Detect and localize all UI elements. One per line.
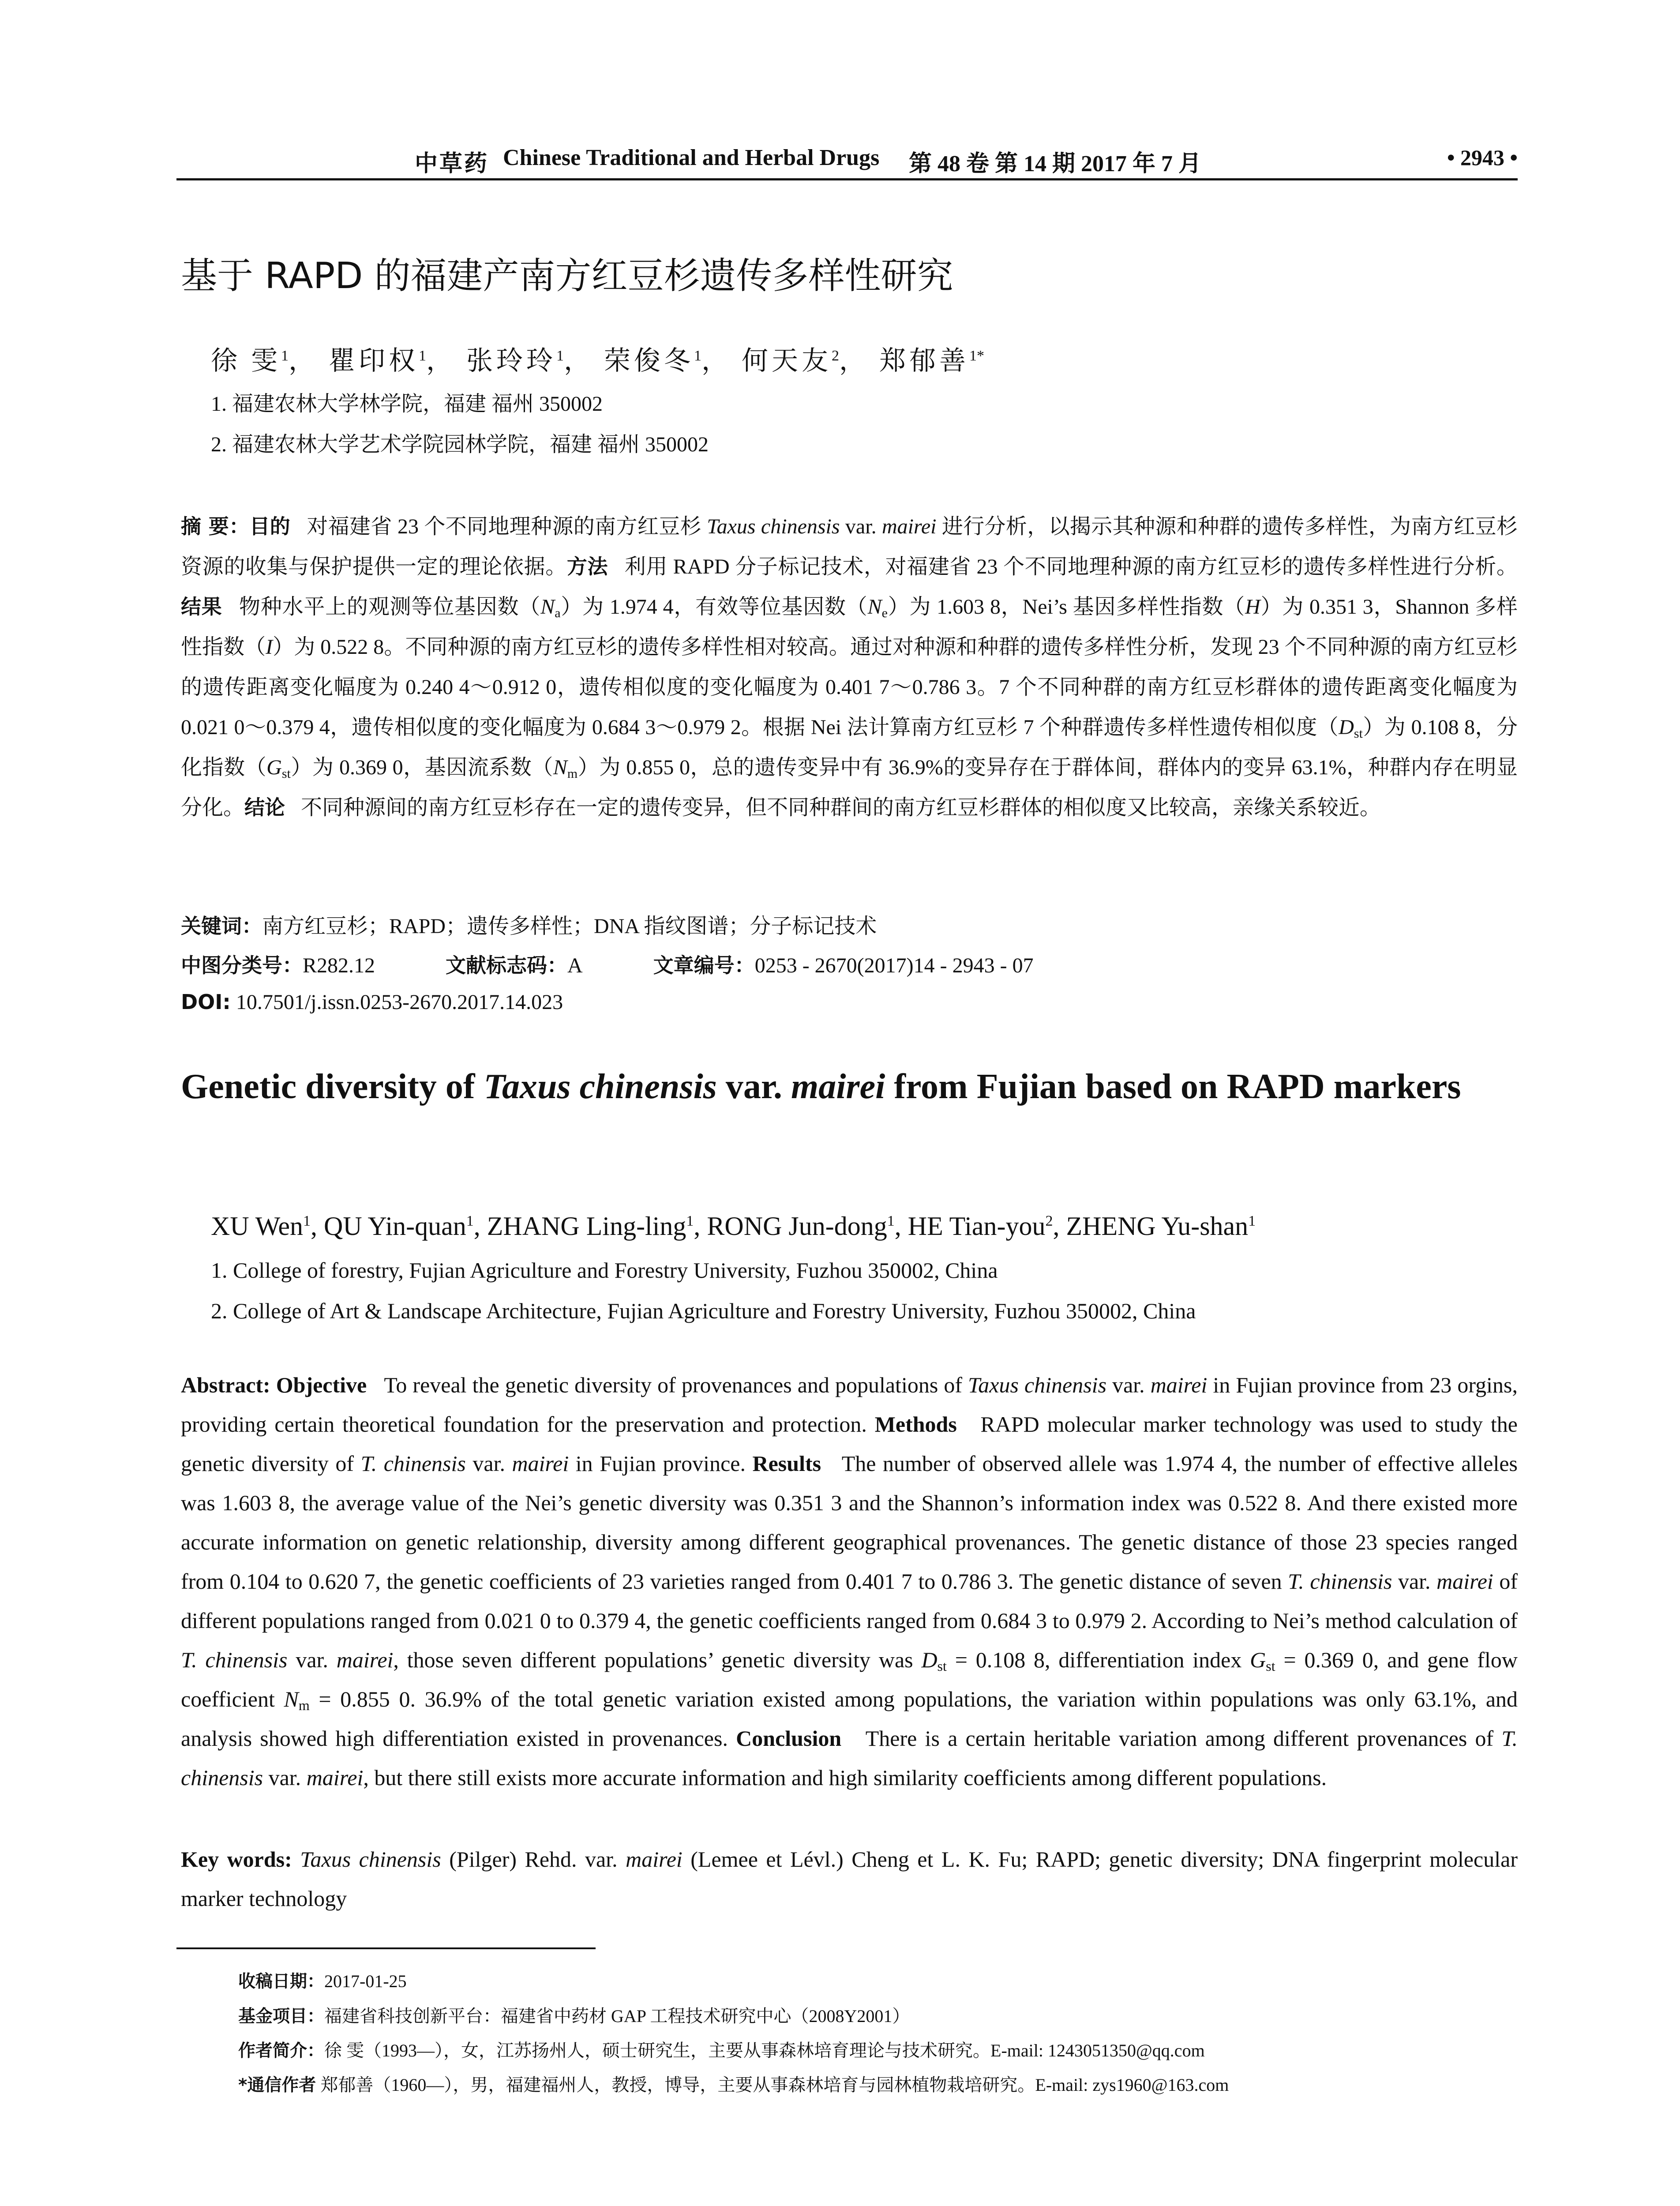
journal-name-en: Chinese Traditional and Herbal Drugs (503, 145, 880, 170)
author-name: 张玲玲 (466, 346, 556, 375)
classification-line: 中图分类号：R282.12 文献标志码：A 文章编号：0253 - 2670(2017)14 - 2943 - 07 (181, 953, 1034, 977)
abstract-label: 摘 要： (181, 514, 250, 538)
affiliation-cn: 1. 福建农林大学林学院，福建 福州 350002 (211, 392, 603, 416)
issue-info: 第 48 卷 第 14 期 2017 年 7 月 (909, 151, 1202, 176)
conclusion-label: Conclusion (736, 1726, 842, 1751)
author-affiliation-mark: 1 (281, 348, 289, 364)
running-header (176, 141, 1518, 181)
article-title-en: Genetic diversity of Taxus chinensis var. mairei from Fujian based on RAPD markers (181, 1067, 1461, 1106)
page-number: • 2943 • (1447, 145, 1518, 170)
author-name: 荣俊冬 (604, 346, 694, 375)
abstract-cn: 摘 要：目的 对福建省 23 个不同地理种源的南方红豆杉 Taxus chinensis var. mairei 进行分析，以揭示其种源和种群的遗传多样性，为南方红豆杉资源的收集与保护提供一定的理论依据。方法 利用 RAPD 分子标记技术，对福建省 23 个不同地理种源的南方红豆杉的遗传多样性进行分析。结果 物种水平上的观测等位基因数$(N_a)$为 1.974 4，有效等位基因数$(N_e)$为 1.603 8，Nei’s 基因多样性指数（H）为 0.351 3，Shannon 多样性指数（I）为 0.522 8。不同种源的南方红豆杉的遗传多样性相对较高。通过对种源和种群的遗传多样性分析，发现 23 个不同种源的南方红豆杉的遗传距离变化幅度为 0.240 4～0.912 0，遗传相似度的变化幅度为 0.401 7～0.786 3。7 个不同种群的南方红豆杉群体的遗传距离变化幅度为 0.021 0～0.379 4，遗传相似度的变化幅度为 0.684 3～0.979 2。根据 Nei 法计算南方红豆杉 7 个种群遗传多样性遗传相似度$(D_{st})$为 0.108 8，分化指数$(G_{st})$为 0.369 0，基因流系数$(N_m)$为 0.855 0，总的遗传变异中有 36.9%的变异存在于群体间，群体内的变异 63.1%，种群内存在明显分化。结论 不同种源间的南方红豆杉存在一定的遗传变异，但不同种群间的南方红豆杉群体的相似度又比较高，亲缘关系较近。 (181, 514, 1518, 819)
author-name: ZHENG Yu-shan (1066, 1212, 1249, 1241)
author-affiliation-mark: 1 (694, 348, 701, 364)
footnote-corresponding: *通信作者 郑郁善（1960—），男，福建福州人，教授，博导，主要从事森林培育与园林植物栽培研究。E-mail: zys1960@163.com (238, 2075, 1229, 2095)
footnote-received: 收稿日期：2017-01-25 (238, 1971, 407, 1992)
affiliation-en: 2. College of Art & Landscape Architecture, Fujian Agriculture and Forestry University, Fuzhou 350002, China (211, 1298, 1196, 1323)
author-name: 何天友 (742, 346, 832, 375)
abstract-en: Abstract: Objective To reveal the genetic diversity of provenances and populations of Taxus chinensis var. mairei in Fujian province from 23 orgins, providing certain theoretical foundation for the preservation and protection. Methods RAPD molecular marker technology was used to study the genetic diversity of T. chinensis var. mairei in Fujian province. Results The number of observed allele was 1.974 4, the number of effective alleles was 1.603 8, the average value of the Nei’s genetic diversity was 0.351 3 and the Shannon’s information index was 0.522 8. And there existed more accurate information on genetic relationship, diversity among different geographical provenances. The genetic distance of those 23 species ranged from 0.104 to 0.620 7, the genetic coefficients of 23 varieties ranged from 0.401 7 to 0.786 3. The genetic distance of seven T. chinensis var. mairei of different populations ranged from 0.021 0 to 0.379 4, the genetic coefficients ranged from 0.684 3 to 0.979 2. According to Nei’s method calculation of T. chinensis var. mairei, those seven different populations’ genetic diversity was $D_{st} = 0.108$ 8, differentiation index $G_{st} = 0.369$ 0, and gene flow coefficient $N_m = 0.855$ 0. 36.9% of the total genetic variation existed among populations, the variation within populations was only 63.1%, and analysis showed high differentiation existed in provenances. Conclusion There is a certain heritable variation among different provenances of T. chinensis var. mairei, but there still exists more accurate information and high similarity coefficients among different populations. (181, 1373, 1518, 1790)
author-affiliation-mark: 1 (419, 348, 426, 364)
results-label: Results (752, 1451, 821, 1476)
conclusion-label: 结论 (244, 795, 285, 819)
author-name: HE Tian-you (908, 1212, 1046, 1241)
results-label: 结果 (181, 595, 222, 619)
author-name: 徐 雯 (211, 346, 281, 375)
affiliation-cn: 2. 福建农林大学艺术学院园林学院，福建 福州 350002 (211, 433, 709, 456)
footnote-rule (176, 1947, 596, 1949)
author-name: XU Wen (211, 1212, 304, 1241)
keywords-label: 关键词： (181, 914, 262, 938)
methods-label: 方法 (566, 555, 608, 578)
author-name: QU Yin-quan (324, 1212, 466, 1241)
footnote-funding: 基金项目：福建省科技创新平台：福建省中药材 GAP 工程技术研究中心（2008Y2001） (238, 2006, 910, 2026)
footnote-author-bio: 作者简介：徐 雯（1993—），女，江苏扬州人，硕士研究生，主要从事森林培育理论与技术研究。E-mail: 1243051350@qq.com (238, 2041, 1205, 2061)
author-name: ZHANG Ling-ling (487, 1212, 686, 1241)
header-rule (176, 178, 1518, 180)
keywords-text: 南方红豆杉；RAPD；遗传多样性；DNA 指纹图谱；分子标记技术 (262, 915, 877, 938)
methods-label: Methods (874, 1412, 957, 1437)
author-name: 郑郁善 (879, 346, 969, 375)
doi-value: 10.7501/j.issn.0253-2670.2017.14.023 (236, 990, 563, 1014)
author-name: RONG Jun-dong (707, 1212, 887, 1241)
doi-line (181, 990, 563, 1014)
author-affiliation-mark: 2 (832, 348, 839, 364)
abstract-objective-label: Abstract: Objective (181, 1373, 367, 1397)
keywords-cn (181, 909, 877, 939)
doi-label: DOI: (181, 990, 231, 1014)
authors-en: XU Wen$^1$, QU Yin-quan$^1$, ZHANG Ling-ling$^1$, RONG Jun-dong$^1$, HE Tian-you$^2$, ZHENG Yu-shan$^1$ (211, 1212, 1256, 1241)
author-affiliation-mark: 1 (556, 348, 564, 364)
keywords-en: Key words: Taxus chinensis (Pilger) Rehd. var. mairei (Lemee et Lévl.) Cheng et L. K. Fu; RAPD; genetic diversity; DNA fingerprint molecular marker technology (181, 1847, 1518, 1911)
affiliation-en: 1. College of forestry, Fujian Agriculture and Forestry University, Fuzhou 350002, China (211, 1258, 998, 1283)
author-affiliation-mark: 1* (969, 348, 984, 364)
journal-name-cn: 中草药 (415, 151, 489, 176)
keywords-label: Key words: (181, 1847, 292, 1872)
objective-label: 目的 (249, 514, 291, 538)
authors-cn: 徐 雯$^1$， 瞿印权$^1$， 张玲玲$^1$， 荣俊冬$^1$， 何天友$^2$， 郑郁善$^{1*}$ (211, 346, 984, 375)
author-name: 瞿印权 (329, 346, 419, 375)
article-title-cn: 基于 RAPD 的福建产南方红豆杉遗传多样性研究 (181, 255, 953, 297)
